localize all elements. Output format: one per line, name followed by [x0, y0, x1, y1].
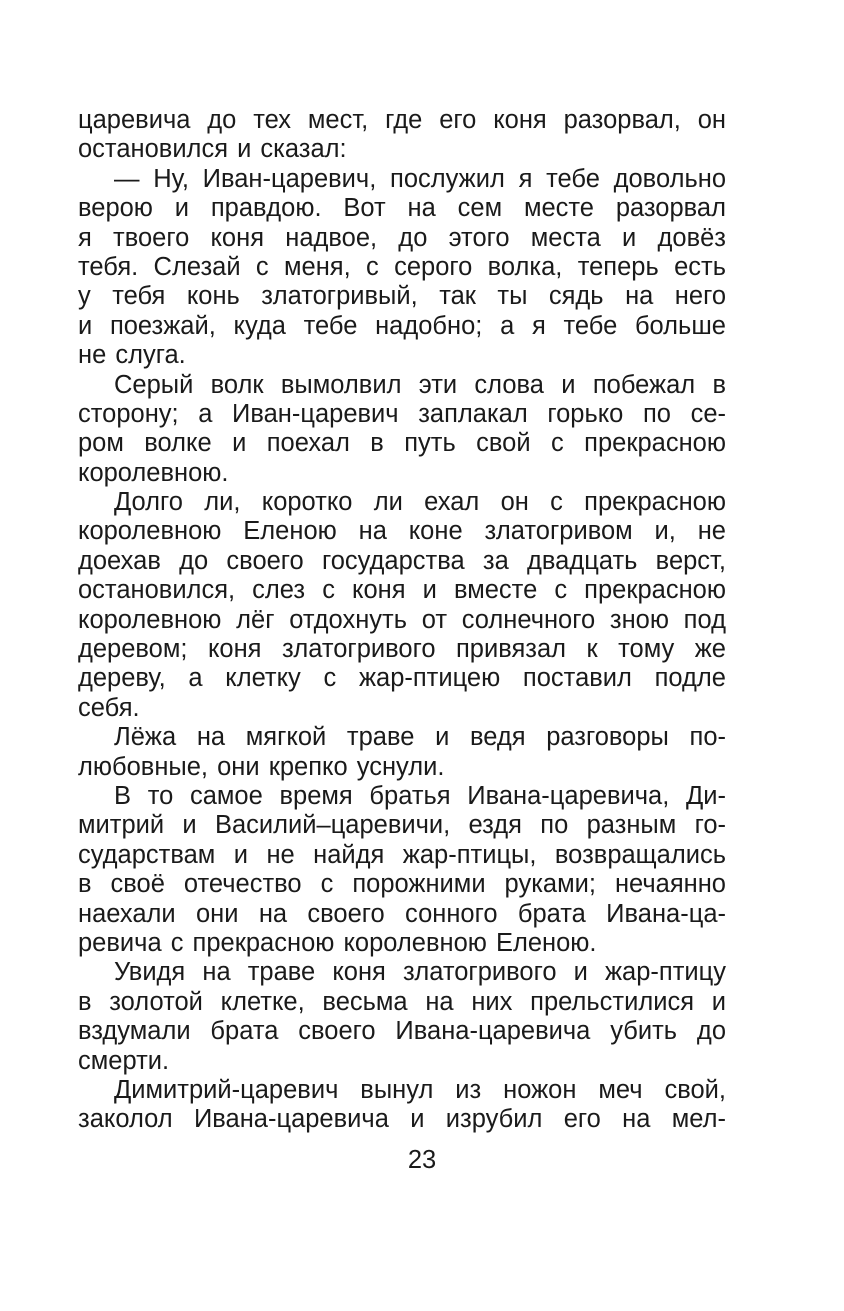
- text-line: верою и правдою. Вот на сем месте разорвал: [78, 194, 726, 223]
- text-line: деревом; коня златогривого привязал к тому же: [78, 635, 726, 664]
- text-line: ревича с прекрасною королевною Еленою.: [78, 928, 597, 957]
- text-line: любовные, они крепко уснули.: [78, 752, 445, 781]
- text-line: заколол Ивана-царевича и изрубил его на мел-: [78, 1105, 726, 1134]
- text-line: доехав до своего государства за двадцать верст,: [78, 546, 726, 575]
- text-line: и поезжай, куда тебе надобно; а я тебе больше: [78, 311, 726, 340]
- text-line: у тебя конь златогривый, так ты сядь на него: [78, 282, 726, 311]
- text-line: остановился, слез с коня и вместе с прекрасною: [78, 576, 726, 605]
- text-line: сторону; а Иван-царевич заплакал горько по се-: [78, 399, 726, 428]
- text-line: в золотой клетке, весьма на них прельстилися и: [78, 987, 726, 1016]
- text-line: я твоего коня надвое, до этого места и довёз: [78, 223, 726, 252]
- text-line: смерти.: [78, 1046, 170, 1075]
- text-line: не слуга.: [78, 341, 186, 370]
- text-line: митрий и Василий–царевичи, ездя по разным го-: [78, 811, 726, 840]
- text-line: королевною лёг отдохнуть от солнечного зною под: [78, 605, 726, 634]
- text-line: Долго ли, коротко ли ехал он с прекрасною: [114, 488, 726, 517]
- text-line: Лёжа на мягкой траве и ведя разговоры по-: [114, 723, 726, 752]
- text-line: королевною.: [78, 458, 229, 487]
- text-line: — Ну, Иван-царевич, послужил я тебе довольно: [114, 164, 726, 193]
- text-line: сударствам и не найдя жар-птицы, возвращались: [78, 840, 726, 869]
- text-line: себя.: [78, 693, 140, 722]
- text-line: вздумали брата своего Ивана-царевича убить до: [78, 1017, 726, 1046]
- text-line: королевною Еленою на коне златогривом и, не: [78, 517, 726, 546]
- text-line: Увидя на траве коня златогривого и жар-птицу: [114, 958, 726, 987]
- text-line: наехали они на своего сонного брата Ивана-ца-: [78, 899, 726, 928]
- text-line: ром волке и поехал в путь свой с прекрасною: [78, 429, 726, 458]
- text-line: дереву, а клетку с жар-птицею поставил подле: [78, 664, 726, 693]
- text-line: остановился и сказал:: [78, 135, 347, 164]
- page-number: 23: [407, 1146, 437, 1174]
- text-line: в своё отечество с порожними руками; нечаянно: [78, 870, 726, 899]
- text-line: царевича до тех мест, где его коня разорвал, он: [78, 106, 726, 134]
- text-line: В то самое время братья Ивана-царевича, Ди-: [114, 781, 726, 810]
- page-body-text: [78, 106, 726, 1135]
- text-line: тебя. Слезай с меня, с серого волка, теперь есть: [78, 252, 726, 281]
- text-line: Димитрий-царевич вынул из ножон меч свой,: [114, 1075, 726, 1104]
- text-line: Серый волк вымолвил эти слова и побежал в: [114, 370, 726, 399]
